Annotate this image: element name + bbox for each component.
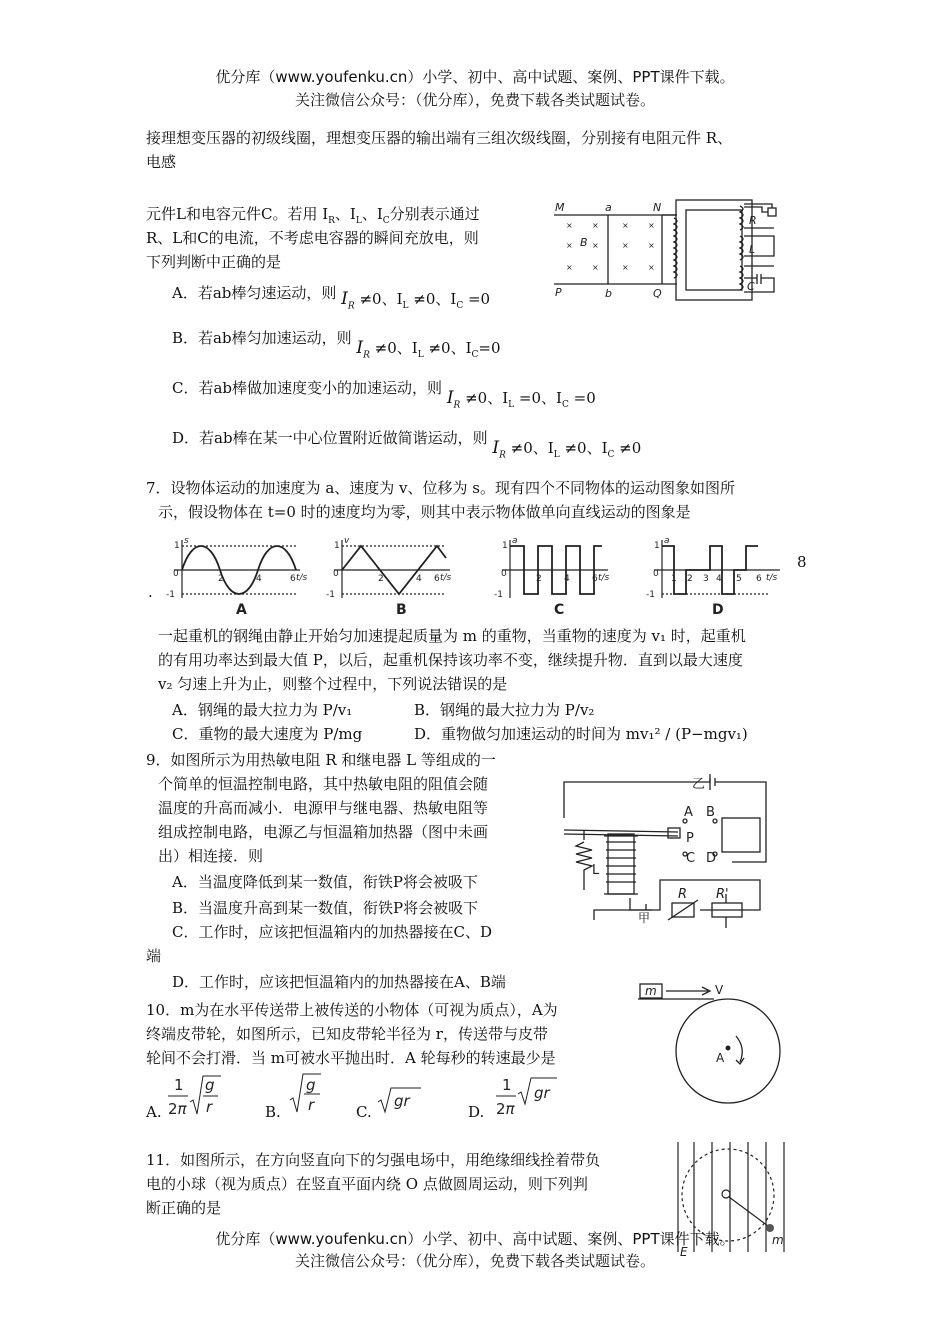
svg-text:gr: gr (394, 1092, 410, 1110)
q6-option-c (172, 378, 596, 411)
q9-line-3: 温度的升高而减小．电源甲与继电器、热敏电阻等 (158, 799, 489, 817)
graph-b-yn1: -1 (326, 590, 335, 600)
header-line-2: 关注微信公众号：（优分库），免费下载各类试题试卷。 (294, 91, 655, 109)
graph-a-tick-4: 4 (256, 574, 262, 584)
graph-b-axis: v (344, 536, 350, 546)
graph-a-axis: s (184, 536, 189, 546)
q7-line-2: 示，假设物体在 t=0 时的速度均为零，则其中表示物体做单向直线运动的图象是 (158, 503, 691, 521)
header-line-1: 优分库（www.youfenku.cn）小学、初中、高中试题、案例、PPT课件下载。 (215, 68, 735, 86)
q9-option-c-tail: 端 (146, 947, 162, 965)
formula-d (494, 1074, 558, 1120)
q9-line-1: 9．如图所示为用热敏电阻 R 和继电器 L 等组成的一 (146, 751, 496, 769)
graph-d-tick-1: 1 (671, 574, 677, 584)
label-c: C (686, 851, 696, 866)
q8-option-d: D．重物做匀加速运动的时间为 mv₁² / (P−mgv₁) (414, 725, 748, 743)
q9-option-d: D．工作时，应该把恒温箱内的加热器接在A、B端 (172, 973, 506, 991)
graph-a-y1: 1 (174, 541, 180, 551)
footer-line-2: 关注微信公众号：（优分库），免费下载各类试题试卷。 (294, 1252, 655, 1270)
q6-option-d-expr: ≠0、$I_L \ne 0$、$I_C \ne 0$ (510, 439, 642, 460)
graph-d-unit: t/s (766, 573, 778, 583)
q10-line-3: 轮间不会打滑．当 m可被水平抛出时．A 轮每秒的转速最少是 (146, 1049, 556, 1067)
graph-d-label: D (712, 602, 724, 618)
graph-a-tick-2: 2 (218, 574, 224, 584)
ir-symbol: $I_R$ (492, 438, 506, 461)
graph-b-y1: 1 (334, 541, 340, 551)
q8-option-a: A．钢绳的最大拉力为 P/v₁ (172, 701, 353, 719)
sub-r: R (328, 216, 335, 226)
q10-option-b-label: B. (265, 1103, 281, 1121)
formula-b (288, 1072, 328, 1118)
graph-c-unit: t/s (598, 573, 610, 583)
label-d: D (706, 851, 717, 866)
graph-a-origin: 0 (173, 569, 179, 579)
q9-relay-circuit-diagram (560, 770, 772, 930)
q9-line-5: 出）相连接．则 (158, 847, 264, 865)
label-l: L (592, 863, 600, 878)
label-r: R (749, 214, 757, 227)
ir-symbol: $I_R$ (446, 388, 461, 411)
q6-option-b-text: B．若ab棒匀加速运动，则 (172, 329, 352, 347)
q10-option-d-label: D. (468, 1103, 485, 1121)
q6-option-c-expr: ≠0、$I_L =0$、$I_C =0$ (465, 389, 596, 410)
q6-line-3-text: 元件L和电容元件C。若用 I (146, 205, 329, 223)
q6-option-c-text: C．若ab棒做加速度变小的加速运动，则 (172, 379, 443, 397)
q6-option-d (172, 428, 642, 461)
graph-d-tick-4: 4 (716, 574, 722, 584)
graph-c-tick-6: 6 (592, 574, 598, 584)
svg-text:r: r (308, 1096, 315, 1114)
svg-text:×: × (622, 241, 629, 250)
graph-d-y1: 1 (654, 541, 660, 551)
q7-line-1: 7．设物体运动的加速度为 a、速度为 v、位移为 s。现有四个不同物体的运动图象如图所 (146, 479, 735, 497)
label-b-field: B (580, 236, 588, 249)
q6-line-5: 下列判断中正确的是 (146, 253, 282, 271)
svg-text:×: × (648, 221, 655, 230)
label-q: Q (653, 287, 662, 300)
label-m: m (772, 1233, 784, 1247)
sub-l: L (355, 216, 362, 226)
svg-text:×: × (622, 221, 629, 230)
label-yi: 乙 (692, 777, 706, 792)
q6-option-d-text: D．若ab棒在某一中心位置附近做简谐运动，则 (172, 429, 488, 447)
q6-option-a-text: A．若ab棒匀速运动，则 (172, 284, 337, 302)
label-n: N (653, 201, 662, 214)
label-r: R (678, 887, 688, 902)
svg-text:×: × (566, 263, 573, 272)
label-v: V (715, 983, 724, 997)
graph-a-unit: t/s (296, 573, 308, 583)
q11-line-1: 11．如图所示，在方向竖直向下的匀强电场中，用绝缘细线拴着带负 (146, 1151, 601, 1169)
svg-text:2π: 2π (168, 1100, 187, 1118)
q11-line-2: 电的小球（视为质点）在竖直平面内绕 O 点做圆周运动，则下列判 (146, 1175, 588, 1193)
graph-b-origin: 0 (333, 569, 339, 579)
graph-d-tick-3: 3 (703, 574, 709, 584)
svg-text:×: × (592, 263, 599, 272)
q8-option-b: B．钢绳的最大拉力为 P/v₂ (414, 701, 595, 719)
graph-d-tick-6: 6 (756, 574, 762, 584)
label-c: C (747, 280, 755, 293)
q6-option-a (172, 283, 490, 310)
svg-text:g: g (306, 1076, 316, 1094)
svg-text:2π: 2π (496, 1100, 515, 1118)
svg-text:×: × (566, 221, 573, 230)
graph-d-tick-5: 5 (736, 574, 742, 584)
graph-b-label: B (396, 602, 407, 618)
q6-option-a-expr: ≠0、$I_L \ne 0$、$I_C =0$ (359, 290, 491, 311)
graph-a-label: A (236, 602, 247, 618)
label-rp: R' (716, 887, 729, 902)
label-p: P (555, 286, 562, 299)
svg-text:g: g (205, 1076, 215, 1094)
label-p: P (686, 831, 694, 846)
label-e: E (680, 1245, 688, 1259)
q10-pulley-diagram (636, 980, 786, 1106)
graph-d-axis: a (664, 536, 670, 546)
label-m: m (645, 984, 657, 998)
q9-line-4: 组成控制电路，电源乙与恒温箱加热器（图中未画 (158, 823, 489, 841)
q8-line-2: 的有用功率达到最大值 P，以后，起重机保持该功率不变，继续提升物．直到以最大速度 (158, 651, 743, 669)
q6-line-4: R、L和C的电流，不考虑电容器的瞬间充放电，则 (146, 229, 479, 247)
graph-b-tick-4: 4 (416, 574, 422, 584)
label-jia: 甲 (638, 911, 651, 925)
q10-option-a-label: A. (146, 1103, 162, 1121)
svg-text:×: × (592, 241, 599, 250)
q6-line-2: 电感 (146, 153, 177, 171)
label-a: A (684, 805, 693, 820)
q6-line-3-tail: 分别表示通过 (389, 205, 480, 223)
q9-line-2: 个简单的恒温控制电路，其中热敏电阻的阻值会随 (158, 775, 489, 793)
sub-c: C (382, 216, 390, 226)
q8-option-c: C．重物的最大速度为 P/mg (172, 725, 363, 743)
graph-a-tick-6: 6 (290, 574, 296, 584)
svg-text:×: × (592, 221, 599, 230)
q6-line-3: 元件L和电容元件C。若用 $I_R$、$I_L$、$I_C$分别表示通过 (146, 205, 480, 226)
graph-d-origin: 0 (653, 569, 659, 579)
label-b: b (605, 287, 612, 300)
graph-d-tick-2: 2 (687, 574, 693, 584)
q9-option-c: C．工作时，应该把恒温箱内的加热器接在C、D (172, 923, 492, 941)
svg-text:×: × (622, 263, 629, 272)
label-m: M (555, 201, 565, 214)
graph-b-unit: t/s (440, 573, 452, 583)
label-l: L (749, 243, 756, 256)
q8-line-1: 一起重机的钢绳由静止开始匀加速提起质量为 m 的重物，当重物的速度为 v₁ 时，起重机 (158, 627, 746, 645)
q9-option-a: A．当温度降低到某一数值，衔铁P将会被吸下 (172, 873, 478, 891)
svg-text:gr: gr (534, 1084, 550, 1102)
ir-symbol: $I_R$ (356, 338, 370, 361)
q8-line-3: v₂ 匀速上升为止，则整个过程中，下列说法错误的是 (158, 675, 508, 693)
graph-d-yn1: -1 (646, 590, 655, 600)
graph-b-tick-2: 2 (378, 574, 384, 584)
graph-a-yn1: -1 (166, 590, 175, 600)
footer-line-1: 优分库（www.youfenku.cn）小学、初中、高中试题、案例、PPT课件下载。 (215, 1230, 735, 1248)
graph-c-tick-2: 2 (536, 574, 542, 584)
q8-number-dot: . (148, 583, 153, 601)
q9-option-b: B．当温度升高到某一数值，衔铁P将会被吸下 (172, 899, 479, 917)
ir-symbol: $I_R$ (341, 289, 355, 312)
formula-c (376, 1086, 424, 1116)
q10-line-1: 10．m为在水平传送带上被传送的小物体（可视为质点），A为 (146, 1001, 558, 1019)
svg-text:1: 1 (502, 1076, 512, 1094)
graph-c-y1: 1 (502, 541, 508, 551)
svg-text:1: 1 (174, 1076, 184, 1094)
label-b: B (706, 805, 715, 820)
svg-text:r: r (206, 1098, 213, 1116)
label-a: A (716, 1051, 725, 1065)
q10-line-2: 终端皮带轮，如图所示，已知皮带轮半径为 r，传送带与皮带 (146, 1025, 548, 1043)
q6-option-b (172, 328, 501, 361)
q7-motion-graphs (150, 534, 790, 620)
q6-option-b-expr: ≠0、$I_L \ne 0$、$I_C=0$ (374, 339, 501, 360)
graph-c-label: C (554, 602, 565, 618)
svg-text:×: × (566, 241, 573, 250)
svg-text:×: × (648, 263, 655, 272)
q8-number: 8 (797, 553, 807, 571)
q6-line-1: 接理想变压器的初级线圈，理想变压器的输出端有三组次级线圈，分别接有电阻元件 R、 (146, 129, 733, 147)
q6-transformer-diagram (552, 198, 782, 306)
q10-option-c-label: C. (356, 1103, 372, 1121)
label-a: a (605, 201, 612, 214)
graph-c-origin: 0 (501, 569, 507, 579)
svg-text:×: × (648, 241, 655, 250)
graph-c-yn1: -1 (494, 590, 503, 600)
formula-a (166, 1074, 226, 1120)
graph-b-tick-6: 6 (434, 574, 440, 584)
q11-line-3: 断正确的是 (146, 1199, 222, 1217)
graph-c-axis: a (512, 536, 518, 546)
graph-c-tick-4: 4 (564, 574, 570, 584)
